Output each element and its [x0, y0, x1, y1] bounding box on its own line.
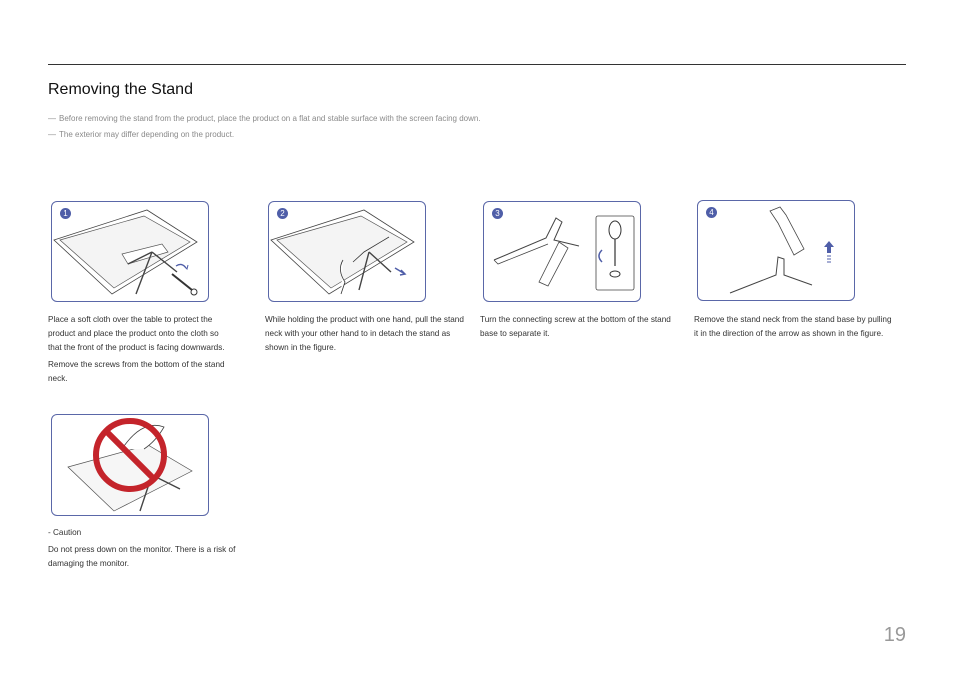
step-1-paragraph-2: Remove the screws from the bottom of the stand neck. [48, 360, 225, 383]
step-4-paragraph-1: Remove the stand neck from the stand base by pulling it in the direction of the arrow as shown in the figure. [694, 315, 892, 338]
step-3-illustration [483, 201, 641, 302]
page-title: Removing the Stand [48, 81, 193, 98]
note-marker: ― [48, 130, 56, 139]
note-1 [48, 114, 481, 123]
step-4-illustration [697, 200, 855, 301]
step-1-badge: 1 [60, 208, 71, 219]
note-marker: ― [48, 114, 56, 123]
header-rule [48, 64, 906, 65]
prohibition-icon [52, 415, 208, 515]
step-4-description [694, 313, 894, 344]
step-2-badge: 2 [277, 208, 288, 219]
step-3-paragraph-1: Turn the connecting screw at the bottom of the stand base to separate it. [480, 315, 671, 338]
page-number: 19 [883, 624, 906, 646]
step-3-description [480, 313, 680, 344]
caution-block [48, 526, 263, 574]
step-3-badge: 3 [492, 208, 503, 219]
note-2 [48, 130, 234, 139]
step-4-badge: 4 [706, 207, 717, 218]
caution-illustration [51, 414, 209, 516]
pull-stand-neck-icon [269, 202, 425, 301]
step-2-illustration [268, 201, 426, 302]
note-2-text: The exterior may differ depending on the product. [59, 130, 235, 139]
step-2-paragraph-1: While holding the product with one hand, pull the stand neck with your other hand to in detach the stand as shown in the figure. [265, 315, 464, 352]
step-1-paragraph-1: Place a soft cloth over the table to protect the product and place the product onto the cloth so that the front of the product is facing downwards. [48, 315, 225, 352]
remove-stand-neck-icon [698, 201, 854, 300]
monitor-facedown-screw-icon [52, 202, 208, 301]
step-2-description [265, 313, 465, 358]
stand-base-screw-icon [484, 202, 640, 301]
step-1-description [48, 313, 233, 389]
caution-text: Do not press down on the monitor. There is a risk of damaging the monitor. [48, 545, 236, 568]
note-1-text: Before removing the stand from the product, place the product on a flat and stable surface with the screen facing down. [59, 114, 481, 123]
step-1-illustration [51, 201, 209, 302]
caution-label: - Caution [48, 528, 82, 537]
